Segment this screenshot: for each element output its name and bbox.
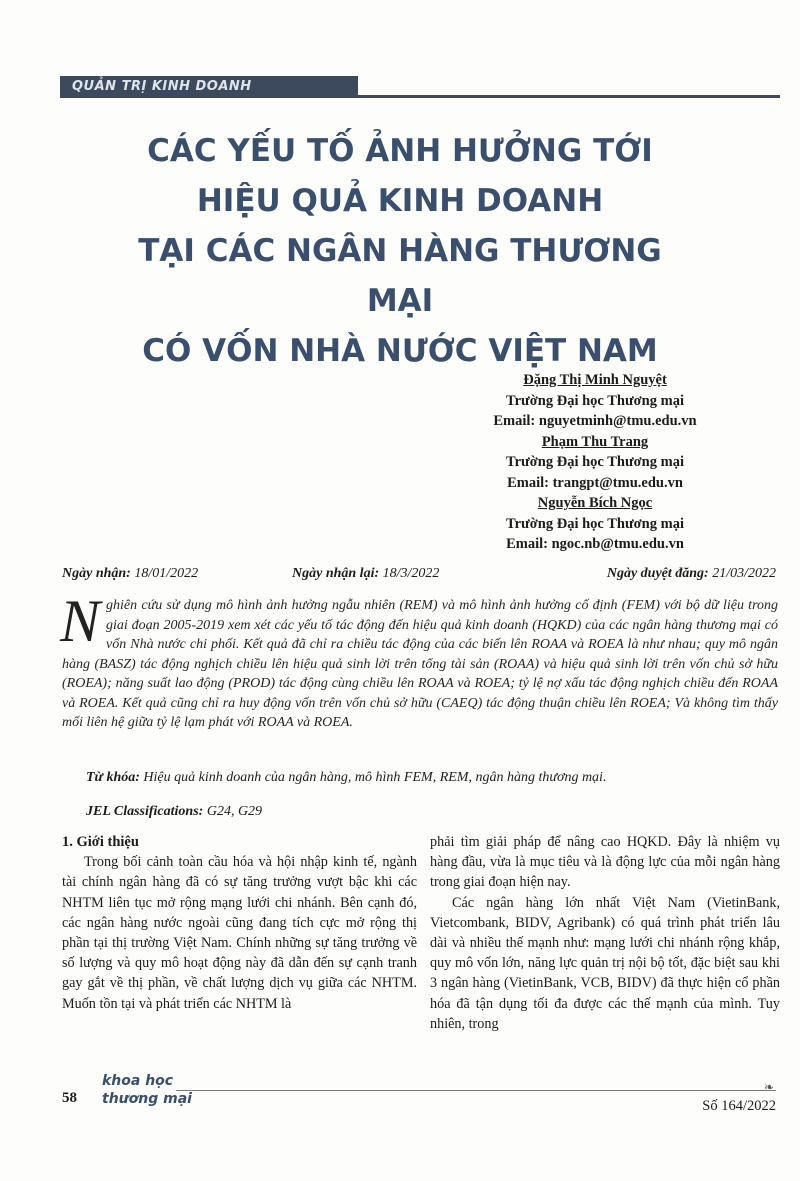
author-email: Email: trangpt@tmu.edu.vn xyxy=(507,474,683,491)
body-paragraph: Trong bối cảnh toàn cầu hóa và hội nhập kinh tế, ngành tài chính ngân hàng đã có sự tăng trưởng vượt bậc khi các NHTM liên tục mở rộng mạng lưới chi nhánh. Bên cạnh đó, các ngân hàng nước ngoài cũng đang tích cực mở rộng thị phần tại thị trường Việt Nam. Chính những sự tăng trưởng về số lượng và quy mô hoạt động này đã dẫn đến sự cạnh tranh gay gắt về thị phần, về chất lượng dịch vụ giữa các NHTM. Muốn tồn tại và phát triển các NHTM là xyxy=(62,854,417,1012)
title-line: HIỆU QUẢ KINH DOANH xyxy=(196,183,604,219)
footer-rule xyxy=(176,1090,776,1091)
section-rule xyxy=(358,95,780,98)
jel-classifications xyxy=(86,804,262,820)
page-number: 58 xyxy=(62,1090,77,1106)
author-block xyxy=(450,370,740,555)
date-line xyxy=(62,566,776,586)
abstract-text: ghiên cứu sử dụng mô hình ảnh hưởng ngẫu nhiên (REM) và mô hình ảnh hưởng cố định (FEM) với bộ dữ liệu trong giai đoạn 2005-2019 xem xét các yếu tố tác động đến hiệu quả kinh doanh (HQKD) của các ngân hàng thương mại có vốn Nhà nước chi phối. Kết quả đã chỉ ra chiều tác động của các biến lên ROAA và ROEA là như nhau; quy mô ngân hàng (BASZ) tác động nghịch chiều lên hiệu quả sinh lời trên tổng tài sản (ROAA) và hiệu quả sinh lời trên vốn chủ sở hữu (ROEA); năng suất lao động (PROD) tác động cùng chiều lên ROAA và ROEA; tỷ lệ nợ xấu tác động nghịch chiều đến ROAA và ROEA. Kết quả cũng chỉ ra huy động vốn trên vốn chủ sở hữu (CAEQ) tác động thuận chiều lên ROEA; Và không tìm thấy mối liên hệ giữa tỷ lệ lạm phát với ROAA và ROEA. xyxy=(62,598,778,730)
approved-date xyxy=(607,566,776,582)
keywords-text: Hiệu quả kinh doanh của ngân hàng, mô hình FEM, REM, ngân hàng thương mại. xyxy=(143,770,607,785)
author-email: Email: ngoc.nb@tmu.edu.vn xyxy=(506,536,684,552)
keywords xyxy=(86,770,778,786)
abstract-dropcap: N xyxy=(60,588,101,654)
author-affiliation: Trường Đại học Thương mại xyxy=(506,515,684,532)
revised-value: 18/3/2022 xyxy=(382,566,440,581)
leaf-icon: ❧ xyxy=(763,1080,774,1094)
page-footer xyxy=(0,1062,800,1122)
section-label: QUẢN TRỊ KINH DOANH xyxy=(60,76,358,98)
abstract xyxy=(60,588,778,733)
title-line: TẠI CÁC NGÂN HÀNG THƯƠNG MẠI xyxy=(138,233,662,319)
body-column-right xyxy=(430,832,780,1034)
journal-name-line: khoa học xyxy=(102,1073,174,1089)
revised-date xyxy=(292,566,439,582)
received-value: 18/01/2022 xyxy=(134,566,199,581)
section-header xyxy=(60,76,780,98)
jel-text: G24, G29 xyxy=(206,804,263,819)
approved-value: 21/03/2022 xyxy=(712,566,776,581)
author-affiliation: Trường Đại học Thương mại xyxy=(506,454,684,470)
issue-number: Số 164/2022 xyxy=(702,1098,776,1114)
article-title xyxy=(100,126,700,376)
author-affiliation: Trường Đại học Thương mại xyxy=(506,392,684,409)
received-label: Ngày nhận: xyxy=(62,566,131,581)
title-line: CÓ VỐN NHÀ NƯỚC VIỆT NAM xyxy=(142,333,658,369)
revised-label: Ngày nhận lại: xyxy=(292,566,380,581)
author-name: Đặng Thị Minh Nguyệt xyxy=(523,372,667,388)
body-paragraph: phải tìm giải pháp để nâng cao HQKD. Đây là nhiệm vụ hàng đầu, vừa là mục tiêu và là động lực của mỗi ngân hàng trong giai đoạn hiện nay. xyxy=(430,834,780,891)
section-heading: 1. Giới thiệu xyxy=(62,834,139,850)
author-name: Nguyễn Bích Ngọc xyxy=(537,495,653,511)
jel-label: JEL Classifications: xyxy=(86,804,204,819)
keywords-label: Từ khóa: xyxy=(86,770,140,785)
journal-name-line: thương mại xyxy=(102,1091,192,1107)
body-paragraph: Các ngân hàng lớn nhất Việt Nam (VietinBank, Vietcombank, BIDV, Agribank) có quá trình phát triển lâu dài và nhiều thế mạnh như: mạng lưới chi nhánh rộng khắp, quy mô vốn lớn, năng lực quản trị nội bộ tốt, đặc biệt sau khi 3 ngân hàng (VietinBank, VCB, BIDV) đã thực hiện cổ phần hóa đã tận dụng tối đa được các thế mạnh của mình. Tuy nhiên, trong xyxy=(430,894,780,1032)
title-line: CÁC YẾU TỐ ẢNH HƯỞNG TỚI xyxy=(147,133,653,169)
author-name: Phạm Thu Trang xyxy=(541,433,649,450)
author-email: Email: nguyetminh@tmu.edu.vn xyxy=(493,413,697,429)
body-column-left xyxy=(62,832,417,1014)
received-date xyxy=(62,566,198,582)
approved-label: Ngày duyệt đăng: xyxy=(606,566,709,581)
